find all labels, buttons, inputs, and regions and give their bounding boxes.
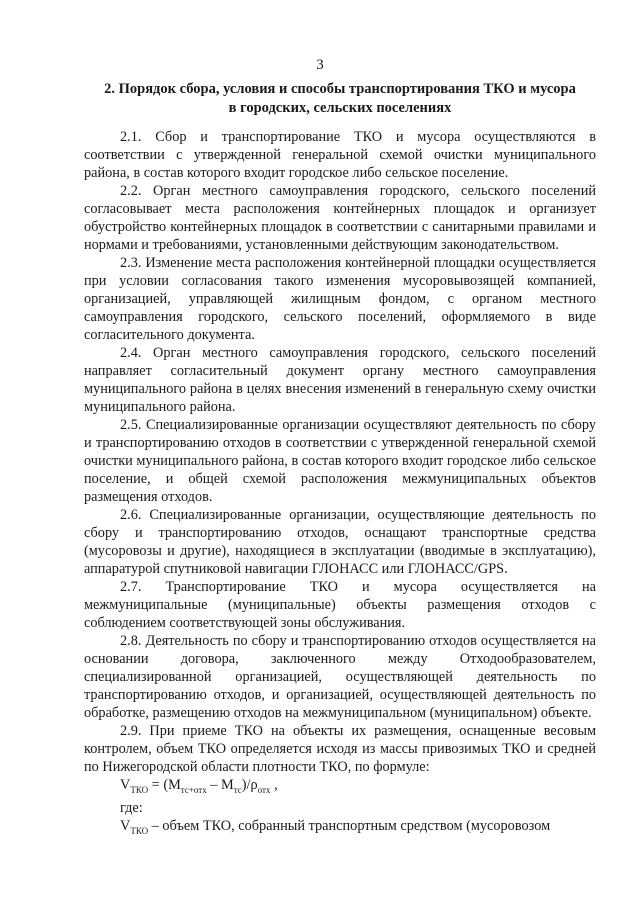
formula: [84, 776, 596, 799]
paragraph-2-8: 2.8. Деятельность по сбору и транспортированию отходов осуществляется на основании договора, заключенного между Отходообразователем, специализированной организацией, осуществляющей деятельность по транспортированию отходов, и организацией, осуществляющей деятельность по обработке, размещению отходов на межмуниципальном (муниципальном) объекте.: [84, 633, 596, 721]
document-body: [84, 128, 596, 840]
formula-v-subscript: ТКО: [130, 784, 149, 795]
formula-v: V: [120, 777, 131, 793]
paragraph-2-5: 2.5. Специализированные организации осуществляют деятельность по сбору и транспортированию отходов в соответствии с утвержденной генеральной схемой очистки муниципального района, в состав которого входит городское либо сельское поселение, и общей схемой расположения межмуниципальных объектов размещения отходов.: [84, 417, 596, 505]
paragraph-2-6: 2.6. Специализированные организации, осуществляющие деятельность по сбору и транспортированию отходов, оснащают транспортные средства (мусоровозы и другие), находящиеся в эксплуатации (вводимые в эксплуатацию), аппаратурой спутниковой навигации ГЛОНАСС или ГЛОНАСС/GPS.: [84, 507, 596, 577]
paragraph-2-7: 2.7. Транспортирование ТКО и мусора осуществляется на межмуниципальные (муниципальные) объекты размещения отходов с соблюдением соответствующей зоны обслуживания.: [84, 579, 596, 631]
paragraph-2-3: 2.3. Изменение места расположения контейнерной площадки осуществляется при условии согласования такого изменения мусоровывозящей компанией, организацией, управляющей жилищным фондом, с органом местного самоуправления городского, сельского поселений, оформляемого в виде согласительного документа.: [84, 255, 596, 343]
definition-v: V: [120, 817, 131, 834]
formula-div: )/ρ: [241, 777, 258, 793]
definition-text: – объем ТКО, собранный транспортным средством (мусоровозом: [148, 817, 551, 834]
formula-minus: – M: [206, 777, 234, 793]
formula-rho-subscript: отх: [257, 784, 271, 795]
definition-v-tko: [84, 817, 596, 840]
definition-v-subscript: ТКО: [130, 825, 149, 836]
formula-tail: ,: [270, 777, 278, 793]
page-number: 3: [316, 57, 324, 73]
paragraph-2-2: 2.2. Орган местного самоуправления городского, сельского поселений согласовывает места расположения контейнерных площадок и организует обустройство контейнерных площадок в соответствии с санитарными правилами и нормами и требованиями, установленными действующим законодательством.: [84, 183, 596, 253]
formula-eq: = (M: [148, 777, 181, 793]
section-title-line-2: в городских, сельских поселениях: [228, 100, 452, 116]
paragraph-2-9: 2.9. При приеме ТКО на объекты их размещения, оснащенные весовым контролем, объем ТКО определяется исходя из массы привозимых ТКО и средней по Нижегородской области плотности ТКО, по формуле:: [84, 723, 596, 775]
where-label: где:: [120, 799, 143, 816]
section-title: [70, 80, 610, 118]
formula-m2-subscript: тс: [233, 784, 242, 795]
paragraph-2-1: 2.1. Сбор и транспортирование ТКО и мусора осуществляются в соответствии с утвержденной генеральной схемой очистки муниципального района, в состав которого входит городское либо сельское поселение.: [84, 129, 596, 181]
section-title-line-1: 2. Порядок сбора, условия и способы транспортирования ТКО и мусора: [104, 81, 576, 97]
paragraph-2-4: 2.4. Орган местного самоуправления городского, сельского поселений направляет согласительный документ органу местного самоуправления муниципального района в целях внесения изменений в генеральную схему очистки муниципального района.: [84, 345, 596, 415]
formula-m1-subscript: тс+отх: [180, 784, 207, 795]
